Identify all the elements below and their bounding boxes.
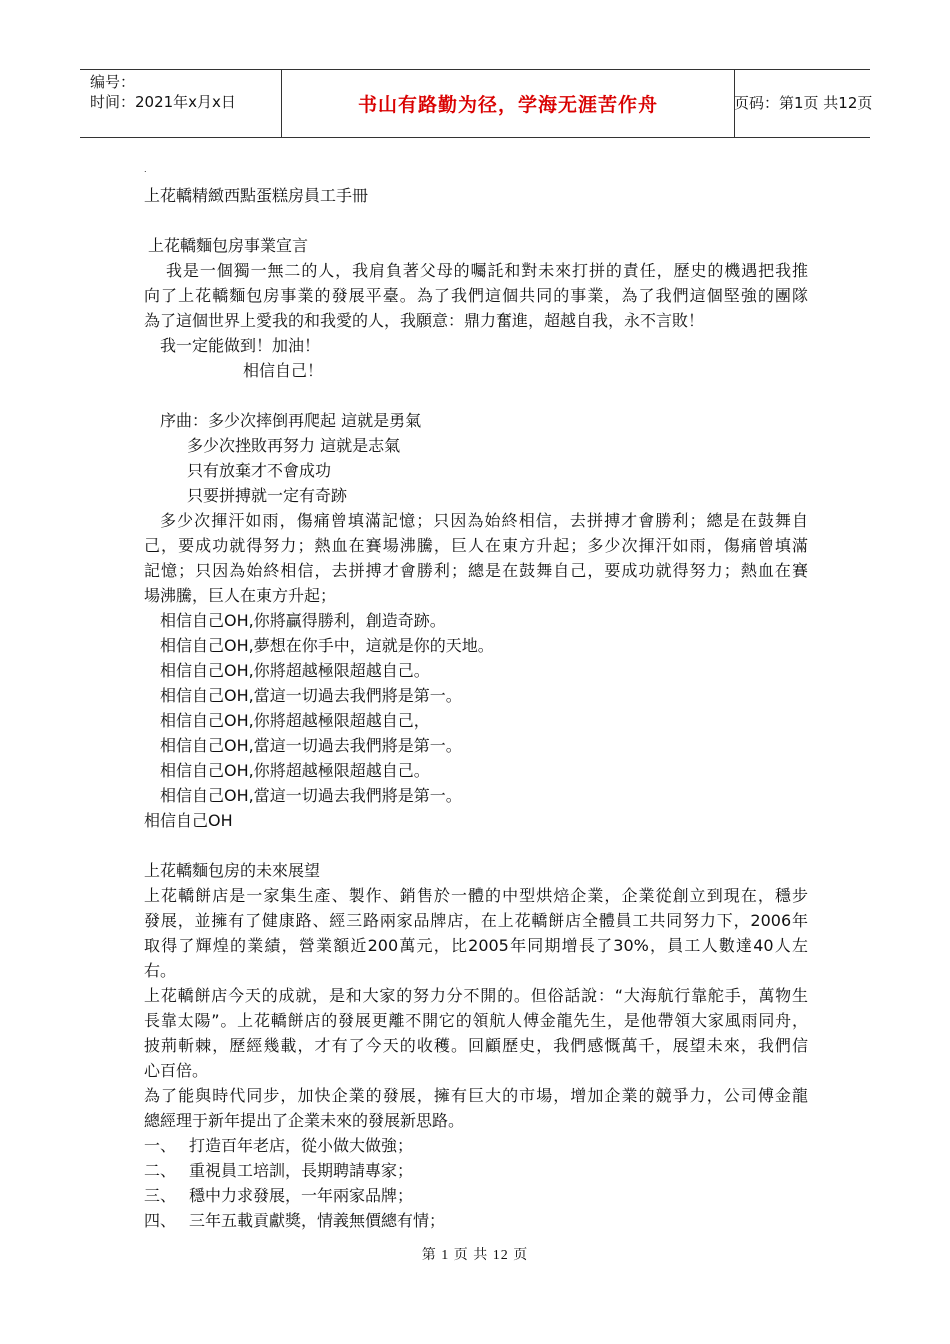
doc-number-label: 编号：: [90, 73, 136, 91]
song-prelude-line: 只有放棄才不會成功: [187, 461, 332, 480]
future-para2-line: 心百倍。: [144, 1061, 209, 1080]
list-item-number: 三、: [144, 1186, 177, 1205]
future-para1-line: 右。: [144, 961, 177, 980]
future-heading: 上花轎麵包房的未來展望: [144, 861, 321, 880]
list-item-text: 打造百年老店，從小做大做強；: [189, 1136, 414, 1155]
declaration-believe: 相信自己！: [243, 361, 324, 380]
doc-time-label: 时间：2021年x月x日: [90, 93, 236, 111]
header-page-info: 页码：第1页 共12页: [734, 94, 873, 112]
chorus-line: 相信自己OH,夢想在你手中，這就是你的天地。: [160, 636, 494, 655]
header-motto: 书山有路勤为径，学海无涯苦作舟: [357, 94, 658, 116]
song-verse-line: 記憶；只因為始終相信，去拼搏才會勝利；總是在鼓舞自己，要成功就得努力；熱血在賽: [144, 561, 808, 580]
list-item-number: 一、: [144, 1136, 177, 1155]
page-footer: 第 1 页 共 12 页: [421, 1248, 529, 1263]
declaration-line: 我是一個獨一無二的人，我肩負著父母的囑託和對未來打拼的責任，歷史的機遇把我推: [166, 261, 808, 280]
chorus-ending: 相信自己OH: [144, 811, 233, 830]
chorus-line: 相信自己OH,當這一切過去我們將是第一。: [160, 686, 462, 705]
header-motto-cell: [281, 70, 735, 137]
chorus-line: 相信自己OH,你將贏得勝利，創造奇跡。: [160, 611, 446, 630]
future-para2-line: 上花轎餅店今天的成就，是和大家的努力分不開的。但俗話說：“大海航行靠舵手，萬物生: [144, 986, 808, 1005]
future-para2-line: 披荊斬棘，歷經幾載，才有了今天的收穫。回顧歷史，我們感慨萬千，展望未來，我們信: [144, 1036, 808, 1055]
chorus-line: 相信自己OH,你將超越極限超越自己，: [160, 711, 430, 730]
list-item-number: 四、: [144, 1211, 177, 1230]
future-para3-line: 為了能與時代同步，加快企業的發展，擁有巨大的市場，增加企業的競爭力，公司傅金龍: [144, 1086, 808, 1105]
chorus-line: 相信自己OH,你將超越極限超越自己。: [160, 661, 430, 680]
declaration-cheer: 我一定能做到！加油！: [160, 336, 321, 355]
future-para2-line: 長靠太陽”。上花轎餅店的發展更離不開它的領航人傅金龍先生，是他帶領大家風雨同舟，: [144, 1011, 808, 1030]
chorus-line: 相信自己OH,當這一切過去我們將是第一。: [160, 786, 462, 805]
list-item-text: 重視員工培訓，長期聘請專家；: [189, 1161, 414, 1180]
chorus-line: 相信自己OH,當這一切過去我們將是第一。: [160, 736, 462, 755]
future-para1-line: 取得了輝煌的業績，營業額近200萬元，比2005年同期增長了30%，員工人數達40人左: [144, 936, 808, 955]
doc-title: 上花轎精緻西點蛋糕房員工手冊: [144, 186, 369, 205]
song-prelude-line: 多少次挫敗再努力 這就是志氣: [187, 436, 401, 455]
chorus-line: 相信自己OH,你將超越極限超越自己。: [160, 761, 430, 780]
page-header: [80, 69, 873, 138]
top-marker: .: [144, 165, 147, 174]
declaration-line: 為了這個世界上愛我的和我愛的人，我願意：鼎力奮進，超越自我，永不言敗！: [144, 311, 705, 330]
header-meta: [80, 70, 281, 137]
song-prelude-line: 只要拼搏就一定有奇跡: [187, 486, 348, 505]
song-verse-line: 場沸騰，巨人在東方升起；: [144, 586, 337, 605]
future-para3-line: 總經理于新年提出了企業未來的發展新思路。: [144, 1111, 465, 1130]
song-prelude: 序曲：多少次摔倒再爬起 這就是勇氣: [160, 411, 422, 430]
list-item-text: 穩中力求發展，一年兩家品牌；: [189, 1186, 414, 1205]
list-item-number: 二、: [144, 1161, 177, 1180]
song-verse-line: 己，要成功就得努力；熱血在賽場沸騰，巨人在東方升起；多少次揮汗如雨，傷痛曾填滿: [144, 536, 808, 555]
declaration-line: 向了上花轎麵包房事業的發展平臺。為了我們這個共同的事業，為了我們這個堅強的團隊: [144, 286, 808, 305]
list-item-text: 三年五載貢獻獎，情義無價總有情；: [189, 1211, 446, 1230]
song-verse-line: 多少次揮汗如雨，傷痛曾填滿記憶；只因為始終相信，去拼搏才會勝利；總是在鼓舞自: [160, 511, 808, 530]
future-para1-line: 上花轎餅店是一家集生產、製作、銷售於一體的中型烘焙企業，企業從創立到現在，穩步: [144, 886, 808, 905]
future-para1-line: 發展，並擁有了健康路、經三路兩家品牌店，在上花轎餅店全體員工共同努力下，2006年: [144, 911, 808, 930]
declaration-heading: 上花轎麵包房事業宣言: [148, 236, 309, 255]
